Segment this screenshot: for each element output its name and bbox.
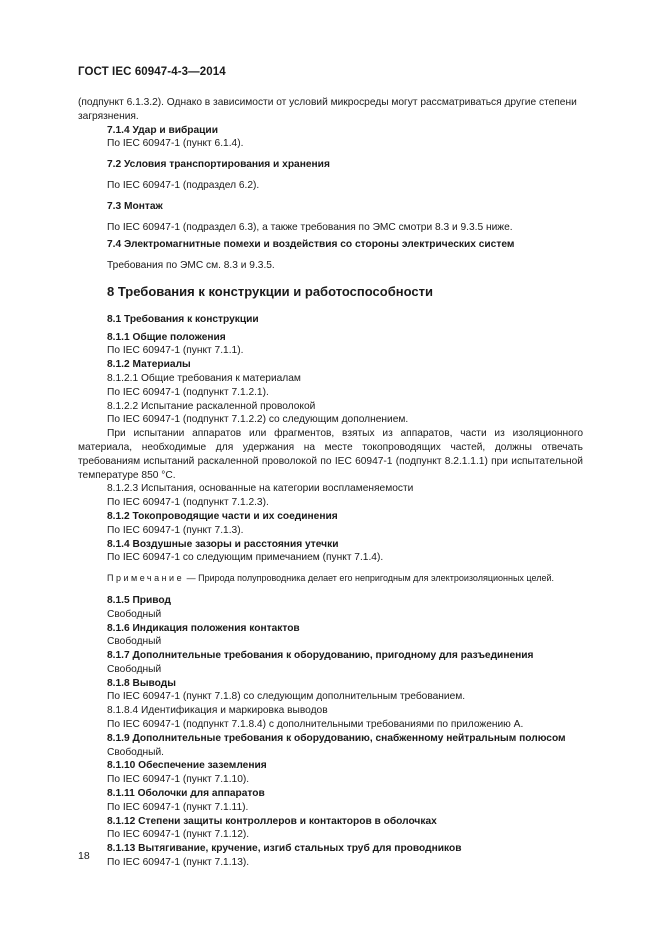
text-8-1-4: По IEC 60947-1 со следующим примечанием (пункт 7.1.4).	[107, 552, 384, 564]
heading-8-1-5: 8.1.5 Привод	[107, 594, 171, 606]
heading-8-1-9: 8.1.9 Дополнительные требования к оборудованию, снабженному нейтральным полюсом	[107, 732, 566, 744]
text-8-1-7: Свободный	[107, 663, 162, 675]
text-8-1-9: Свободный.	[107, 746, 165, 758]
heading-8-1-8: 8.1.8 Выводы	[107, 677, 176, 689]
heading-8-1-11: 8.1.11 Оболочки для аппаратов	[107, 788, 265, 800]
heading-8-1-10: 8.1.10 Обеспечение заземления	[107, 760, 267, 772]
section-8-heading: 8 Требования к конструкции и работоспособности	[107, 283, 433, 299]
text-7-2: По IEC 60947-1 (подраздел 6.2).	[107, 179, 260, 191]
heading-8-1-2-2: 8.1.2.2 Испытание раскаленной проволокой	[107, 400, 316, 412]
document-body	[78, 96, 583, 870]
text-8-1-2-3: По IEC 60947-1 (подпункт 7.1.2.3).	[107, 497, 269, 509]
text-8-1-2-1: По IEC 60947-1 (подпункт 7.1.2.1).	[107, 386, 269, 398]
text-8-1-6: Свободный	[107, 636, 162, 648]
text-8-1-8: По IEC 60947-1 (пункт 7.1.8) со следующим дополнительным требованием.	[107, 691, 466, 703]
heading-8-1-7: 8.1.7 Дополнительные требования к оборудованию, пригодному для разъединения	[107, 650, 534, 662]
heading-7-2: 7.2 Условия транспортирования и хранения	[107, 159, 330, 171]
heading-7-3: 7.3 Монтаж	[107, 200, 163, 212]
text-8-1-10: По IEC 60947-1 (пункт 7.1.10).	[107, 774, 250, 786]
text-8-1-2-2: По IEC 60947-1 (подпункт 7.1.2.2) со следующим дополнением.	[107, 414, 409, 426]
text-8-1-13: По IEC 60947-1 (пункт 7.1.13).	[107, 857, 250, 869]
heading-7-1-4: 7.1.4 Удар и вибрации	[107, 124, 218, 136]
text-8-1-11: По IEC 60947-1 (пункт 7.1.11).	[107, 801, 249, 813]
heading-8-1-2-3: 8.1.2.3 Испытания, основанные на категории воспламеняемости	[107, 483, 414, 495]
heading-8-1-6: 8.1.6 Индикация положения контактов	[107, 622, 300, 634]
heading-8-1: 8.1 Требования к конструкции	[107, 313, 259, 325]
note-label: Примечание	[107, 573, 185, 584]
text-8-1-1: По IEC 60947-1 (пункт 7.1.1).	[107, 345, 244, 357]
heading-8-1-8-4: 8.1.8.4 Идентификация и маркировка выводов	[107, 705, 328, 717]
heading-8-1-2-1: 8.1.2.1 Общие требования к материалам	[107, 372, 301, 384]
text-7-3: По IEC 60947-1 (подраздел 6.3), а также требования по ЭМС смотри 8.3 и 9.3.5 ниже.	[107, 221, 513, 233]
note	[78, 572, 583, 586]
text-8-1-12: По IEC 60947-1 (пункт 7.1.12).	[107, 829, 250, 841]
text-8-1-5: Свободный	[107, 608, 162, 620]
page-number: 18	[78, 850, 90, 862]
text-8-1-8-4: По IEC 60947-1 (подпункт 7.1.8.4) с дополнительными требованиями по приложению А.	[107, 719, 524, 731]
heading-8-1-13: 8.1.13 Вытягивание, кручение, изгиб стальных труб для проводников	[107, 843, 462, 855]
paragraph-glow-wire: При испытании аппаратов или фрагментов, взятых из аппаратов, части из изоляционного материала, необходимые для удержания на месте токопроводящих частей, должны отвечать требованиям испытаний раскаленной проволокой по IEC 60947-1 (подпункт 8.2.1.1.1) при испытательной температуре 850 °С.	[78, 428, 583, 481]
document-header: ГОСТ IEC 60947-4-3—2014	[78, 66, 226, 78]
text-7-1-4: По IEC 60947-1 (пункт 6.1.4).	[107, 138, 244, 150]
text-8-1-3: По IEC 60947-1 (пункт 7.1.3).	[107, 524, 244, 536]
note-text: — Природа полупроводника делает его непригодным для электроизоляционных целей.	[184, 573, 554, 584]
heading-8-1-2: 8.1.2 Материалы	[107, 359, 191, 371]
paragraph-continuation: (подпункт 6.1.3.2). Однако в зависимости от условий микросреды могут рассматриваться другие степени загрязнения.	[78, 97, 577, 122]
heading-8-1-3: 8.1.2 Токопроводящие части и их соединения	[107, 510, 338, 522]
text-7-4: Требования по ЭМС см. 8.3 и 9.3.5.	[107, 260, 275, 272]
heading-8-1-12: 8.1.12 Степени защиты контроллеров и контакторов в оболочках	[107, 815, 437, 827]
heading-7-4: 7.4 Электромагнитные помехи и воздействия со стороны электрических систем	[107, 239, 515, 251]
heading-8-1-4: 8.1.4 Воздушные зазоры и расстояния утечки	[107, 538, 339, 550]
heading-8-1-1: 8.1.1 Общие положения	[107, 331, 226, 343]
